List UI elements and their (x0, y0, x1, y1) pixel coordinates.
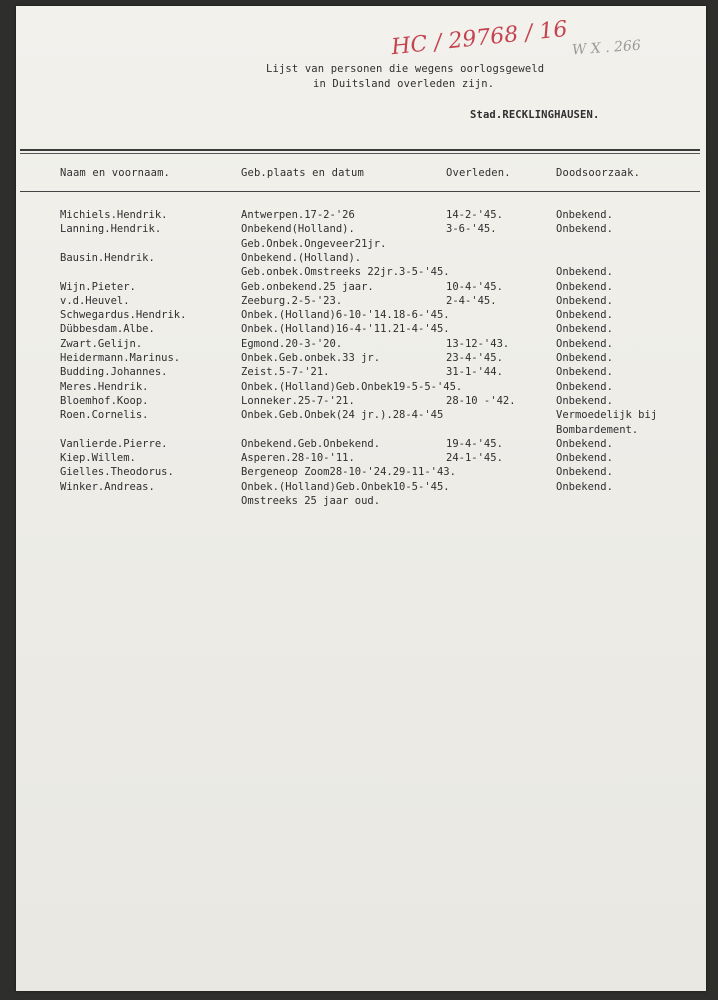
table-cell-cause: Onbekend. (556, 266, 613, 279)
table-cell-died: 14-2-'45. (446, 209, 503, 221)
table-cell-name: Bausin.Hendrik. (60, 251, 155, 264)
table-cell-birth: Zeeburg.2-5-'23. (241, 294, 343, 307)
top-rule (20, 149, 700, 151)
table-cell-birth: Onbekend.Geb.Onbekend. (241, 437, 381, 450)
table-cell-birth: Omstreeks 25 jaar oud. (241, 495, 381, 507)
table-cell-died: 31-1-'44. (446, 366, 503, 379)
table-cell-died: 28-10 -'42. (446, 394, 516, 407)
table-cell-cause: Onbekend. (556, 294, 613, 307)
table-cell-name: Bloemhof.Koop. (60, 394, 149, 407)
table-cell-cause: Onbekend. (556, 380, 613, 393)
table-cell-birth: Onbek.(Holland)16-4-'11.21-4-'45. (241, 323, 450, 336)
table-cell-cause: Onbekend. (556, 280, 613, 293)
title-line-1: Lijst van personen die wegens oorlogsgeweld (266, 63, 545, 75)
table-cell-died: 3-6-'45. (446, 223, 497, 236)
table-cell-cause: Onbekend. (556, 323, 613, 336)
table-cell-cause: Onbekend. (556, 480, 613, 493)
table-cell-name: Kiep.Willem. (60, 452, 136, 465)
table-cell-name: Winker.Andreas. (60, 480, 155, 493)
col-header-birth: Geb.plaats en datum (241, 167, 364, 179)
bottom-rule (20, 191, 700, 192)
city-label: Stad.RECKLINGHAUSEN. (470, 109, 600, 121)
table-cell-name: Meres.Hendrik. (60, 380, 149, 393)
table-cell-died: 13-12-'43. (446, 337, 510, 350)
table-cell-birth: Geb.Onbek.Ongeveer21jr. (241, 237, 387, 250)
archive-code-handwritten: W X . 266 (571, 37, 642, 59)
table-cell-cause: Onbekend. (556, 223, 613, 236)
table-cell-died: 19-4-'45. (446, 437, 503, 450)
table-cell-birth: Onbek.(Holland)6-10-'14.18-6-'45. (241, 309, 450, 322)
table-cell-birth: Lonneker.25-7-'21. (241, 394, 355, 407)
table-cell-name: Michiels.Hendrik. (60, 209, 168, 221)
table-cell-name: Budding.Johannes. (60, 366, 168, 379)
table-cell-cause: Onbekend. (556, 209, 613, 221)
table-cell-name: Zwart.Gelijn. (60, 337, 143, 350)
col-header-died: Overleden. (446, 167, 511, 179)
table-cell-birth: Zeist.5-7-'21. (241, 366, 330, 379)
archive-number-handwritten: HC / 29768 / 16 (390, 16, 569, 61)
table-cell-birth: Onbek.Geb.Onbek(24 jr.).28-4-'45 (241, 409, 444, 422)
table-cell-name: Wijn.Pieter. (60, 280, 136, 293)
table-cell-name: Gielles.Theodorus. (60, 466, 174, 479)
table-cell-cause: Onbekend. (556, 309, 613, 322)
table-cell-cause: Onbekend. (556, 394, 613, 407)
table-cell-cause: Bombardement. (556, 423, 639, 436)
table-cell-birth: Antwerpen.17-2-'26 (241, 209, 355, 221)
top-rule-2 (20, 153, 700, 154)
table-cell-cause: Onbekend. (556, 466, 613, 479)
table-cell-died: 2-4-'45. (446, 294, 497, 307)
table-cell-birth: Onbek.Geb.onbek.33 jr. (241, 352, 381, 364)
table-cell-name: Dübbesdam.Albe. (60, 323, 155, 336)
table-cell-died: 24-1-'45. (446, 452, 503, 465)
table-cell-birth: Egmond.20-3-'20. (241, 337, 343, 350)
table-cell-birth: Onbekend.(Holland). (241, 251, 362, 264)
table-cell-cause: Onbekend. (556, 452, 613, 465)
table-cell-cause: Onbekend. (556, 437, 613, 450)
table-cell-died: 23-4-'45. (446, 352, 503, 364)
table-cell-birth: Bergeneop Zoom28-10-'24.29-11-'43. (241, 466, 456, 479)
table-cell-name: Vanlierde.Pierre. (60, 437, 168, 450)
col-header-cause: Doodsoorzaak. (556, 167, 641, 179)
table-cell-name: Schwegardus.Hendrik. (60, 309, 187, 322)
table-cell-died: 10-4-'45. (446, 280, 503, 293)
table-cell-birth: Geb.onbek.Omstreeks 22jr.3-5-'45. (241, 266, 450, 279)
table-cell-birth: Asperen.28-10-'11. (241, 452, 355, 465)
table-cell-birth: Onbek.(Holland)Geb.Onbek10-5-'45. (241, 480, 450, 493)
table-cell-birth: Geb.onbekend.25 jaar. (241, 280, 374, 293)
col-header-name: Naam en voornaam. (60, 167, 171, 179)
table-cell-name: Lanning.Hendrik. (60, 223, 162, 236)
table-cell-name: v.d.Heuvel. (60, 294, 130, 307)
document-page (16, 6, 706, 991)
table-cell-birth: Onbek.(Holland)Geb.Onbek19-5-5-'45. (241, 380, 463, 393)
title-line-2: in Duitsland overleden zijn. (313, 78, 495, 90)
table-cell-birth: Onbekend(Holland). (241, 223, 355, 236)
table-cell-name: Heidermann.Marinus. (60, 352, 181, 364)
table-cell-cause: Onbekend. (556, 337, 613, 350)
table-cell-cause: Onbekend. (556, 352, 613, 364)
table-cell-name: Roen.Cornelis. (60, 409, 149, 422)
table-cell-cause: Vermoedelijk bij (556, 409, 658, 422)
table-cell-cause: Onbekend. (556, 366, 613, 379)
